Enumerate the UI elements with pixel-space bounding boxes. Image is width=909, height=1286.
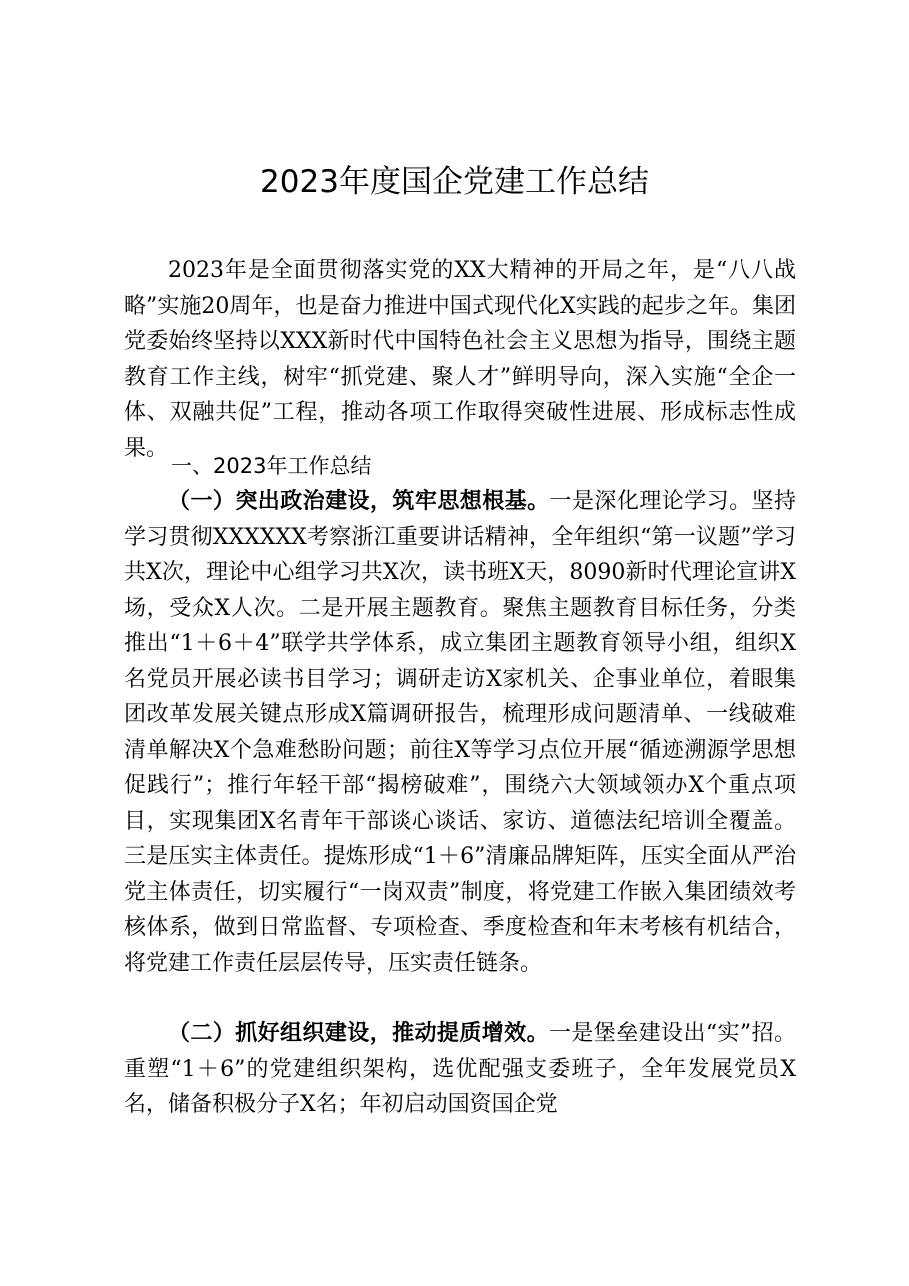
- document-title: 2023年度国企党建工作总结: [260, 164, 649, 200]
- subsection-1-body: 一是深化理论学习。坚持学习贯彻XXXXXX考察浙江重要讲话精神，全年组织“第一议题”学习共X次，理论中心组学习共X次，读书班X天，8090新时代理论宣讲X场，受众X人次。二是开展主题教育。聚焦主题教育目标任务，分类推出“1＋6＋4”联学共学体系，成立集团主题教育领导小组，组织X名党员开展必读书目学习；调研走访X家机关、企事业单位，着眼集团改革发展关键点形成X篇调研报告，梳理形成问题清单、一线破难清单解决X个急难愁盼问题；前往X等学习点位开展“循迹溯源学思想促践行”；推行年轻干部“揭榜破难”，围绕六大领域领办X个重点项目，实现集团X名青年干部谈心谈话、家访、道德法纪培训全覆盖。三是压实主体责任。提炼形成“1＋6”清廉品牌矩阵，压实全面从严治党主体责任，切实履行“一岗双责”制度，将党建工作嵌入集团绩效考核体系，做到日常监督、专项检查、季度检查和年末考核有机结合，将党建工作责任层层传导，压实责任链条。: [124, 489, 796, 976]
- intro-paragraph: 2023年是全面贯彻落实党的XX大精神的开局之年，是“八八战略”实施20周年，也是奋力推进中国式现代化X实践的起步之年。集团党委始终坚持以XXX新时代中国特色社会主义思想为指导，围绕主题教育工作主线，树牢“抓党建、聚人才”鲜明导向，深入实施“全企一体、双融共促”工程，推动各项工作取得突破性进展、形成标志性成果。: [124, 258, 796, 461]
- subsection-1-heading: （一）突出政治建设，筑牢思想根基。: [168, 488, 550, 514]
- section-heading: 一、2023年工作总结: [171, 454, 372, 478]
- subsection-1-paragraph: [124, 484, 796, 981]
- subsection-2-body: 一是堡垒建设出“实”招。重塑“1＋6”的党建组织架构，选优配强支委班子，全年发展党员X名，储备积极分子X名；年初启动国资国企党: [124, 1021, 796, 1117]
- subsection-2-paragraph: [124, 1016, 796, 1123]
- subsection-2-heading: （二）抓好组织建设，推动提质增效。: [168, 1020, 549, 1046]
